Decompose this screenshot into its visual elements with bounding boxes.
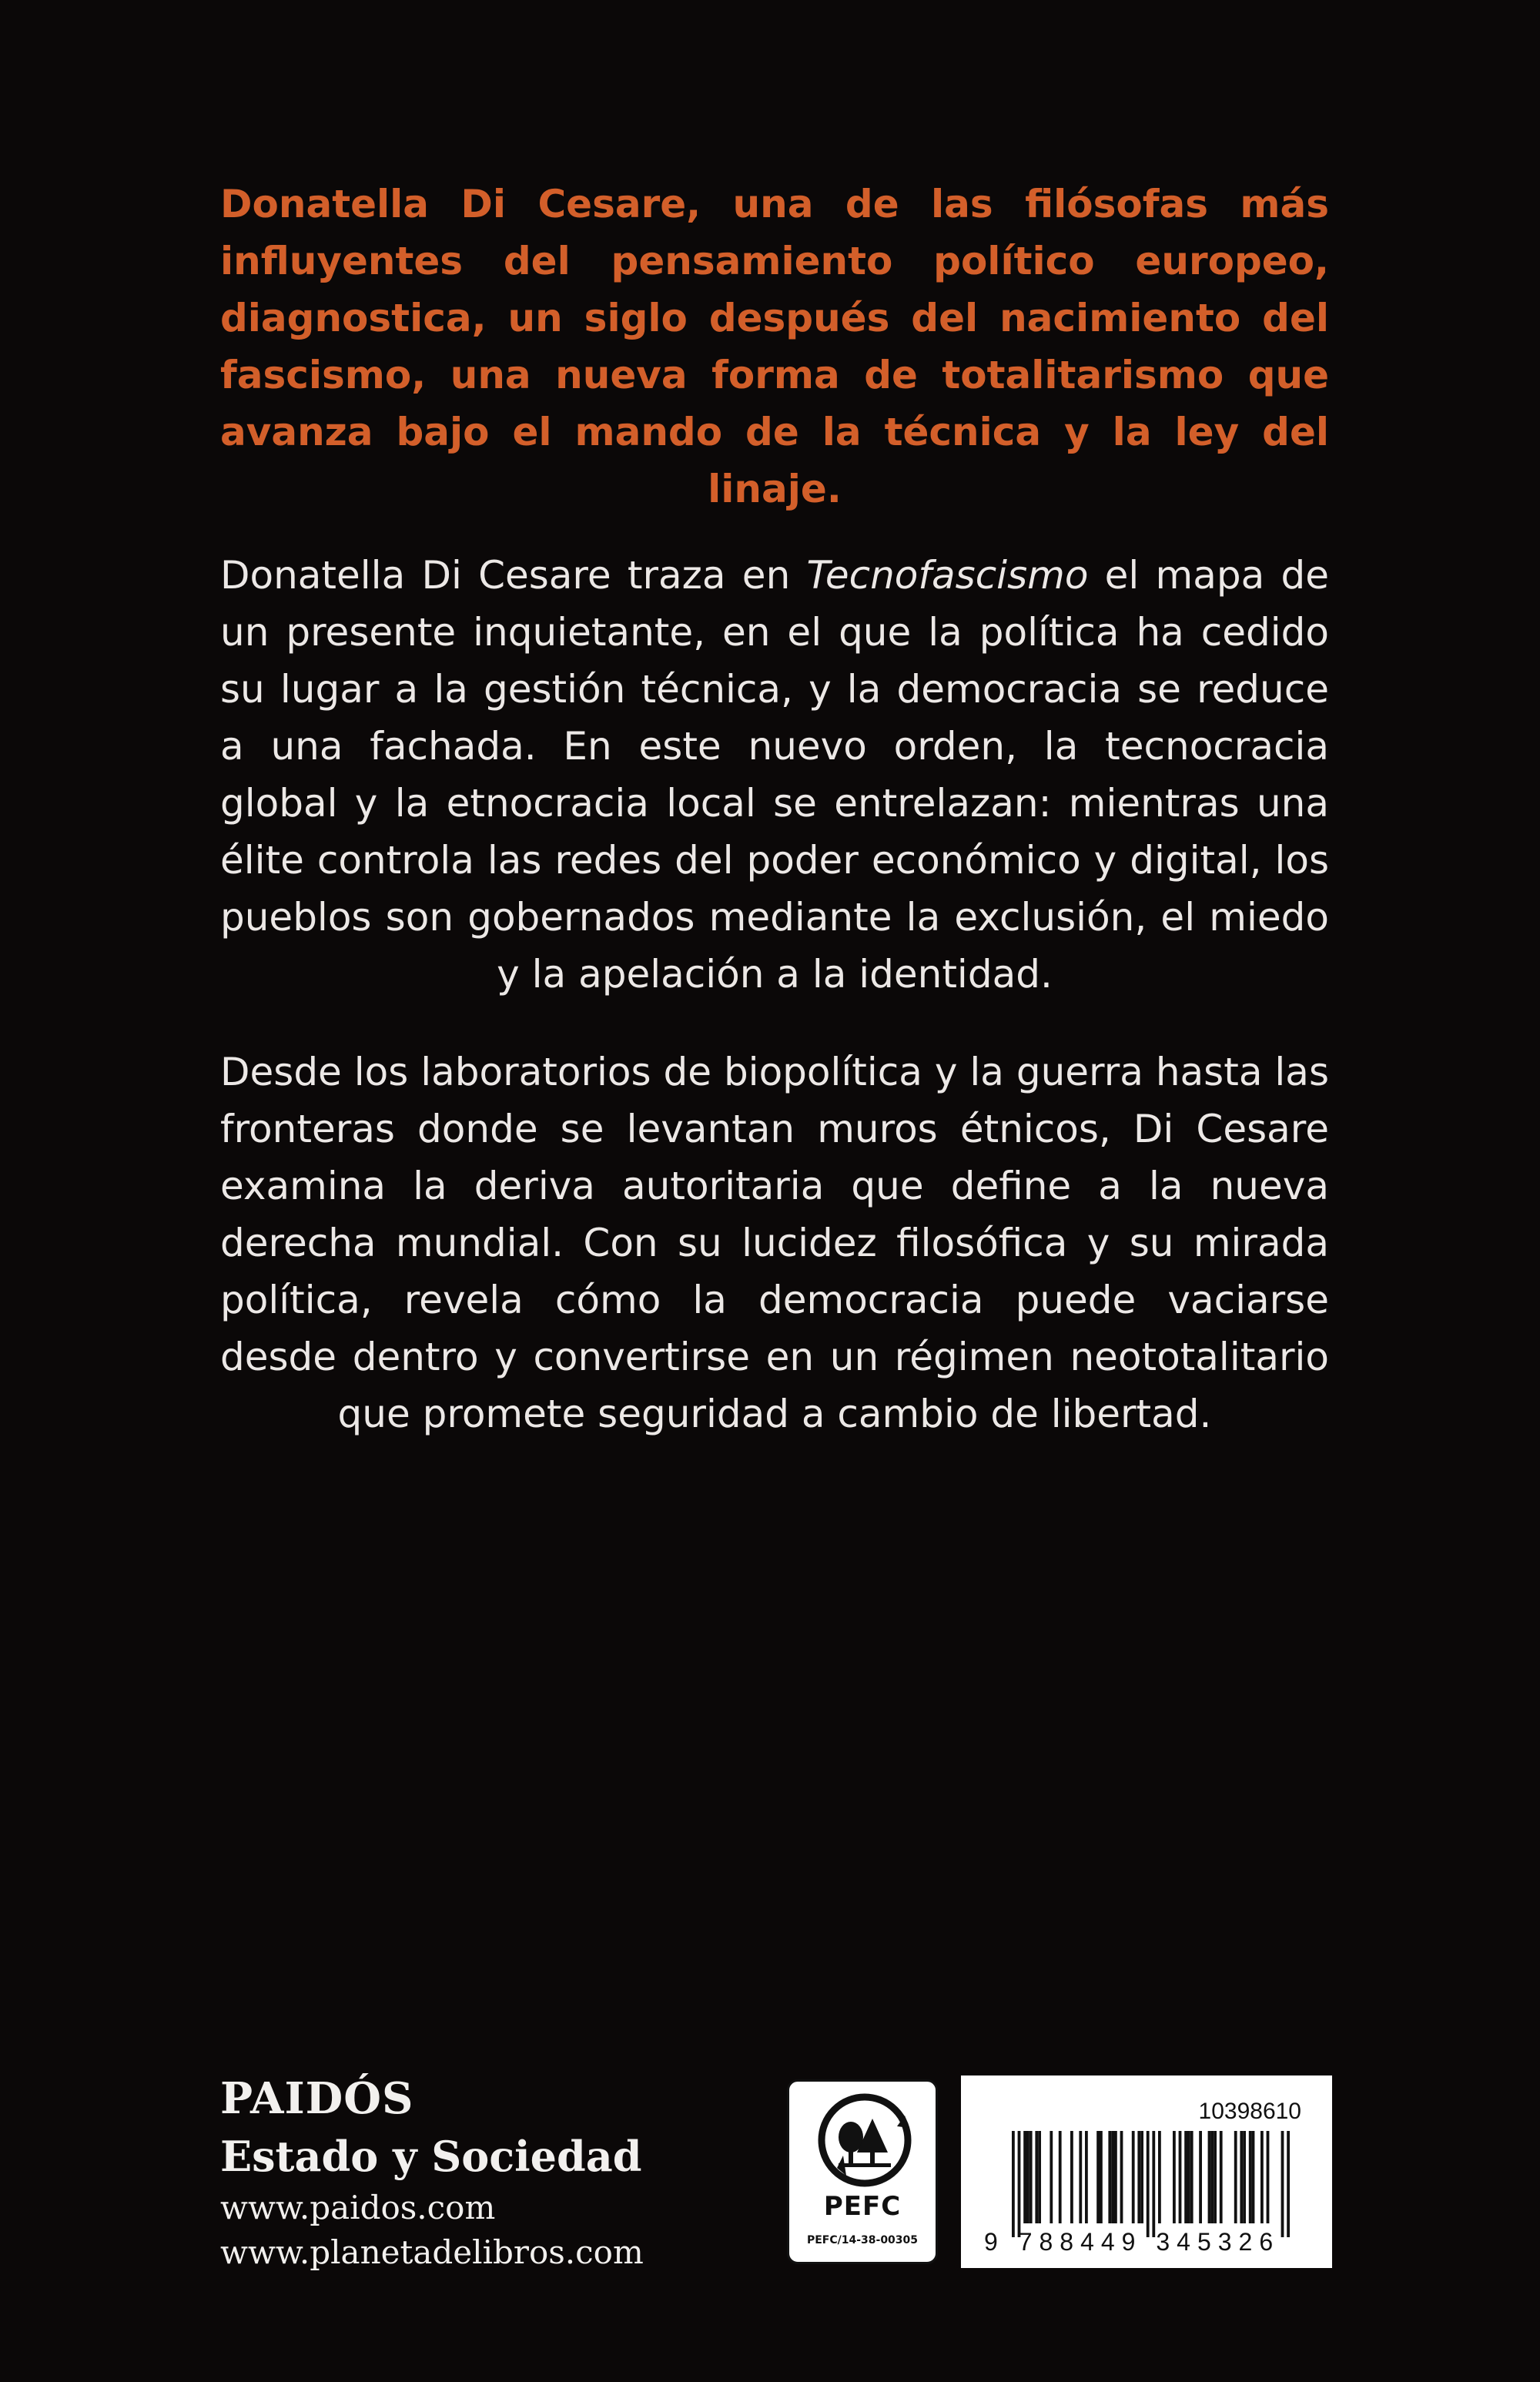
- barcode-bar: [1210, 2131, 1214, 2223]
- barcode-bar: [1096, 2131, 1100, 2223]
- barcode-bar: [1199, 2131, 1202, 2223]
- body-paragraph-1: [220, 547, 1329, 1003]
- barcode-bar: [1252, 2131, 1255, 2223]
- barcode-bar: [1267, 2131, 1270, 2223]
- barcode-bar: [1208, 2131, 1211, 2223]
- barcode-bar: [1281, 2131, 1284, 2237]
- barcode-bar: [1114, 2131, 1117, 2223]
- barcode-bar: [1079, 2131, 1082, 2223]
- book-title-italic: Tecnofascismo: [806, 553, 1089, 598]
- barcode-bar: [1111, 2131, 1114, 2223]
- barcode-bar: [1152, 2131, 1155, 2237]
- barcode-bar: [1249, 2131, 1252, 2223]
- barcode-bar: [1220, 2131, 1223, 2223]
- barcode-bar: [1234, 2131, 1237, 2223]
- paragraph1-start: Donatella Di Cesare traza en: [220, 553, 807, 598]
- barcode-bar: [1140, 2131, 1143, 2223]
- publisher-url[interactable]: www.paidos.com: [220, 2189, 496, 2226]
- body-paragraph-2: Desde los laboratorios de biopolítica y la guerra hasta las fronteras donde se levantan muros étnicos, Di Cesare examina la deriva autoritaria que define a la nueva derecha mundial. Con su lucidez filosófica y su mirada política, revela cómo la democracia puede vaciarse desde dentro y convertirse en un régimen neototalitario que promete seguridad a cambio de libertad.: [220, 1050, 1329, 1436]
- barcode-bar: [1187, 2131, 1190, 2223]
- pefc-label: PEFC: [823, 2191, 902, 2222]
- isbn-barcode: [961, 2075, 1332, 2268]
- barcode-bar: [1240, 2131, 1243, 2223]
- barcode-internal-code: 10398610: [1198, 2099, 1301, 2124]
- barcode-bar: [1287, 2131, 1290, 2237]
- pefc-certification-badge: [787, 2079, 938, 2264]
- barcode-bar: [1012, 2131, 1015, 2237]
- barcode-bar: [1108, 2131, 1111, 2223]
- publisher-imprint: [220, 2070, 644, 2275]
- barcode-bar: [1132, 2131, 1135, 2223]
- barcode-bar: [1035, 2131, 1038, 2223]
- barcode-bar: [1029, 2131, 1033, 2223]
- barcode-bar: [1147, 2131, 1150, 2237]
- barcode-bar: [1243, 2131, 1246, 2223]
- paragraph1-end: el mapa de un presente inquietante, en el que la política ha cedido su lugar a la gestión técnica, y la democracia se reduce a una fachada. En este nuevo orden, la tecnocracia global y la etnocracia local se entrelazan: mientras una élite controla las redes del poder económico y digital, los pueblos son gobernados mediante la exclusión, el miedo y la apelación a la identidad.: [220, 553, 1329, 997]
- barcode-bar: [1050, 2131, 1053, 2223]
- barcode-bar: [1070, 2131, 1073, 2223]
- barcode-bar: [1158, 2131, 1161, 2223]
- barcode-bar: [1018, 2131, 1021, 2237]
- barcode-bar: [1260, 2131, 1264, 2223]
- barcode-bar: [1100, 2131, 1103, 2223]
- barcode-digits: 9 788449 345326: [984, 2228, 1281, 2256]
- barcode-bar: [1026, 2131, 1029, 2223]
- barcode-bar: [1190, 2131, 1194, 2223]
- barcode-bar: [1214, 2131, 1217, 2223]
- barcode-bar: [1023, 2131, 1026, 2223]
- barcode-bar: [1085, 2131, 1088, 2223]
- barcode-bar: [1059, 2131, 1062, 2223]
- pefc-code: PEFC/14-38-00305: [806, 2234, 919, 2246]
- planeta-url[interactable]: www.planetadelibros.com: [220, 2233, 644, 2271]
- barcode-bar: [1173, 2131, 1176, 2223]
- barcode-bar: [1120, 2131, 1123, 2223]
- barcode-bar: [1179, 2131, 1182, 2223]
- collection-name: Estado y Sociedad: [220, 2132, 642, 2181]
- barcode-bar: [1038, 2131, 1041, 2223]
- publisher-name: PAIDÓS: [220, 2073, 414, 2124]
- lead-paragraph: Donatella Di Cesare, una de las filósofas más influyentes del pensamiento político europeo, diagnostica, un siglo después del nacimiento del fascismo, una nueva forma de totalitarismo que avanza bajo el mando de la técnica y la ley del linaje.: [220, 182, 1329, 511]
- barcode-bar: [1137, 2131, 1140, 2223]
- barcode-bar: [1184, 2131, 1187, 2223]
